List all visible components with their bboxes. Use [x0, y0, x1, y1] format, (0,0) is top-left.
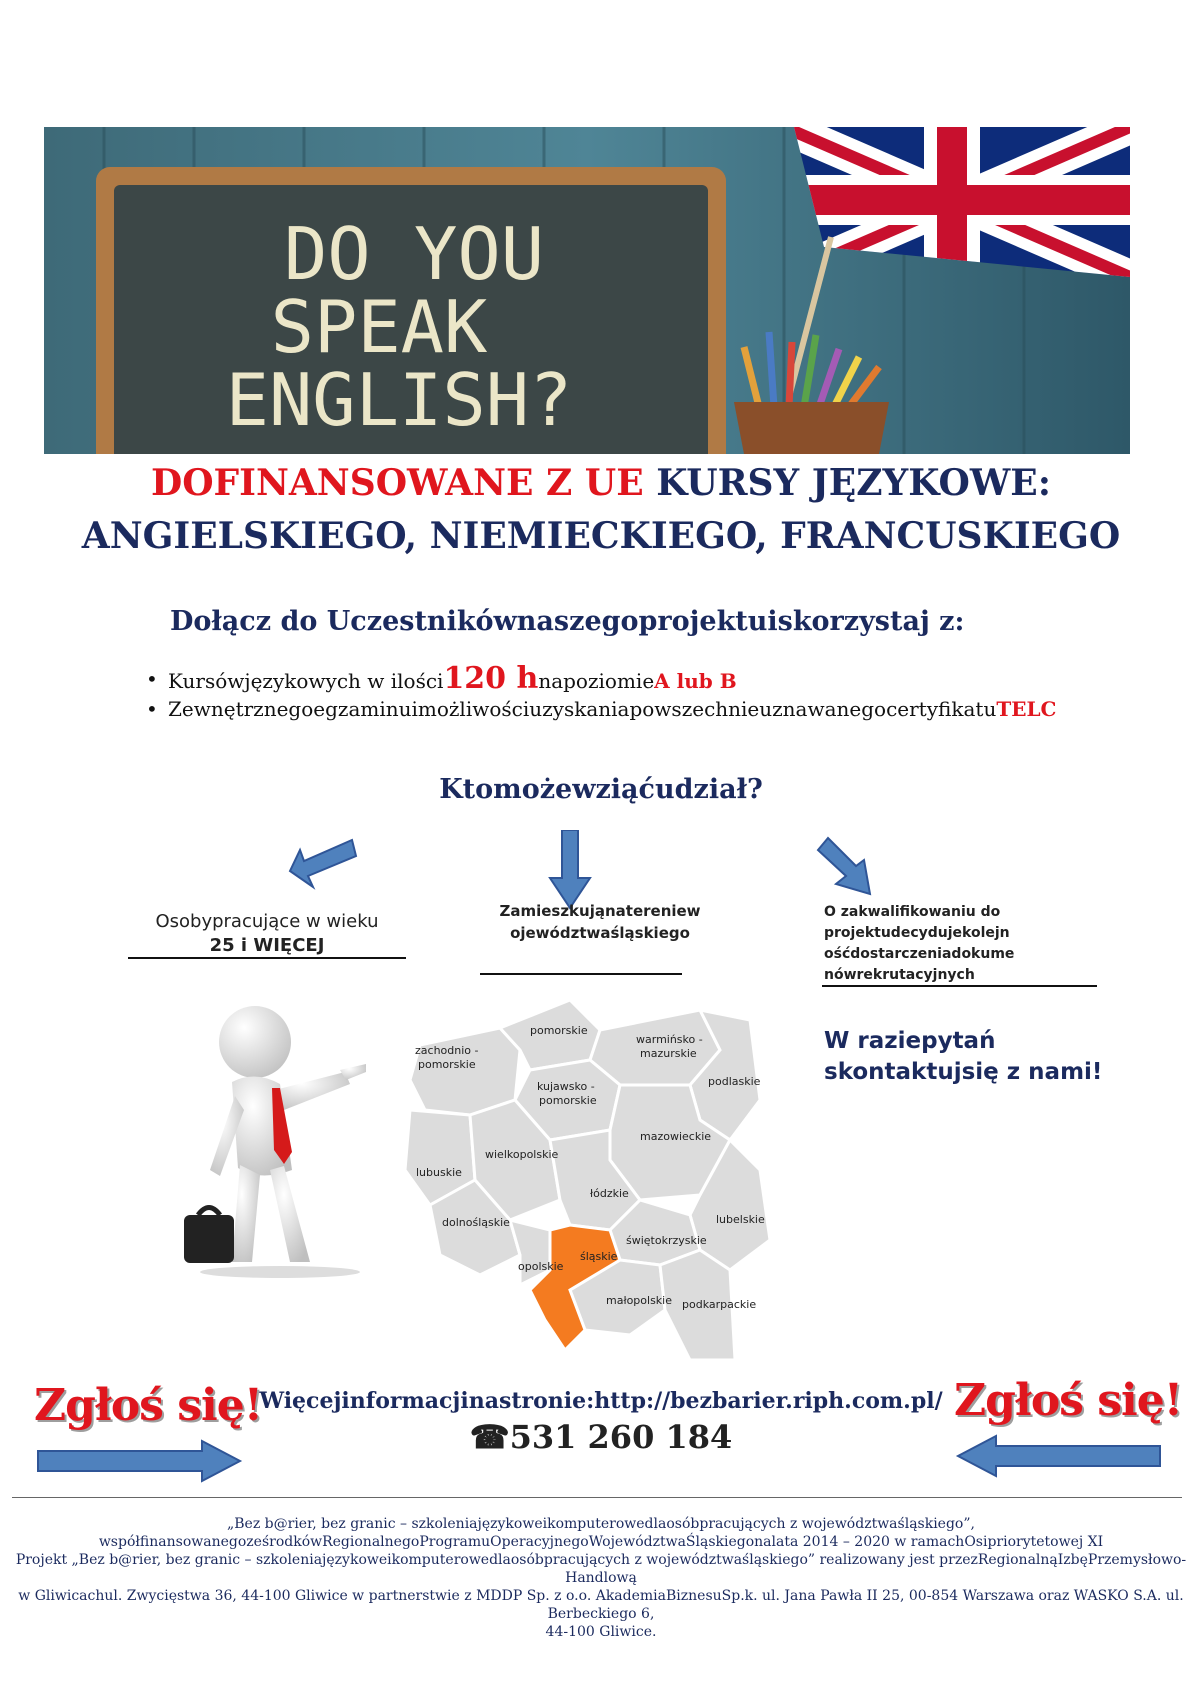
map-label: warmińsko -: [636, 1033, 703, 1046]
who-heading: Ktomożewziąćudział?: [439, 774, 763, 805]
divider: [480, 973, 682, 975]
map-label: lubelskie: [716, 1213, 765, 1226]
list-item: • ZewnętrznegoegzaminuimożliwościuzyskaniapowszechnieuznawanegocertyfikatuTELC: [140, 694, 1056, 724]
map-label: małopolskie: [606, 1294, 673, 1307]
title-line-1: [0, 462, 1202, 504]
chalkboard-line-3: ENGLISH?: [225, 358, 573, 442]
map-label: wielkopolskie: [485, 1148, 559, 1161]
list-item: • Kursówjęzykowych w ilości120 hnapoziomieA lub B: [140, 664, 1056, 694]
chalkboard-line-1: DO YOU: [283, 212, 545, 296]
chalkboard-line-2: SPEAK: [270, 285, 488, 369]
footer-text: „Bez b@rier, bez granic – szkoleniajęzykoweikomputerowedlaosóbpracujących z województwaśląskiego”, współfinansowanegoześrodkówRegionalnegoProgramuOperacyjnegoWojewództwaŚląskiegonalata 2014 – 2020 w ramachOsipriorytetowej XI Projekt „Bez b@rier, bez granic – szkoleniajęzykoweikomputerowedlaosóbpracujących z województwaśląskiego” realizowany jest przezRegionalnąIzbęPrzemysłowo-Handlową w Gliwicachul. Zwycięstwa 36, 44-100 Gliwice w partnerstwie z MDDP Sp. z o.o. AkademiaBiznesuSp.k. ul. Jana Pawła II 25, 00-854 Warszawa oraz WASKO S.A. ul. Berbeckiego 6, 44-100 Gliwice.: [15, 1516, 1187, 1640]
divider: [822, 985, 1097, 987]
map-label: łódzkie: [590, 1187, 629, 1200]
footer-divider: [12, 1497, 1182, 1498]
arrow-left-icon: [290, 840, 356, 887]
chalkboard: [96, 167, 726, 454]
banner-image: [44, 127, 1130, 454]
map-label: zachodnio -: [415, 1044, 479, 1057]
website-info[interactable]: Więcejinformacjinastronie:http://bezbarier.riph.com.pl/: [259, 1388, 943, 1414]
map-label: mazurskie: [640, 1047, 697, 1060]
condition-residence: Zamieszkująnatereniew ojewództwaśląskiego: [499, 902, 701, 942]
briefcase-icon: [184, 1215, 234, 1263]
map-label: podlaskie: [708, 1075, 761, 1088]
title-line-2: ANGIELSKIEGO, NIEMIECKIEGO, FRANCUSKIEGO: [81, 515, 1121, 557]
arrow-down-right-icon: [818, 838, 870, 894]
map-region-zachodniopomorskie: [410, 1028, 520, 1115]
levels-highlight: A lub B: [654, 669, 737, 693]
contact-prompt: W raziepytań skontaktujsię z nami!: [824, 1028, 1103, 1085]
cert-highlight: TELC: [996, 697, 1057, 721]
map-label: śląskie: [580, 1250, 618, 1263]
map-label: opolskie: [518, 1260, 564, 1273]
join-heading: Dołącz do Uczestnikównaszegoprojektuiskorzystaj z:: [170, 606, 965, 637]
map-poland: [400, 990, 810, 1370]
map-label: pomorskie: [418, 1058, 476, 1071]
condition-age: Osobypracujące w wieku 25 i WIĘCEJ: [155, 911, 379, 956]
title-navy-part: KURSY JĘZYKOWE:: [656, 462, 1052, 504]
map-label: lubuskie: [416, 1166, 462, 1179]
map-label: kujawsko -: [537, 1080, 595, 1093]
arrow-down-icon: [550, 830, 590, 908]
hours-highlight: 120 h: [443, 661, 539, 696]
map-label: mazowieckie: [640, 1130, 712, 1143]
map-label: pomorskie: [530, 1024, 588, 1037]
cta-right-label: Zgłoś się!: [954, 1375, 1183, 1426]
divider: [128, 957, 406, 959]
map-label: świętokrzyskie: [626, 1234, 707, 1247]
phone-number[interactable]: ☎531 260 184: [469, 1418, 733, 1456]
map-label: dolnośląskie: [442, 1216, 510, 1229]
map-label: podkarpackie: [682, 1298, 757, 1311]
benefits-list: [140, 661, 1057, 724]
cta-left-label: Zgłoś się!: [34, 1380, 263, 1431]
phone-icon: ☎: [469, 1418, 510, 1456]
title-red-part: DOFINANSOWANE Z UE: [150, 462, 644, 504]
condition-qualification: O zakwalifikowaniu do projektudecydujekolejn ośćdostarczeniadokume nówrekrutacyjnych: [824, 904, 1015, 983]
map-label: pomorskie: [539, 1094, 597, 1107]
figure-man-pointing: [180, 1000, 380, 1280]
